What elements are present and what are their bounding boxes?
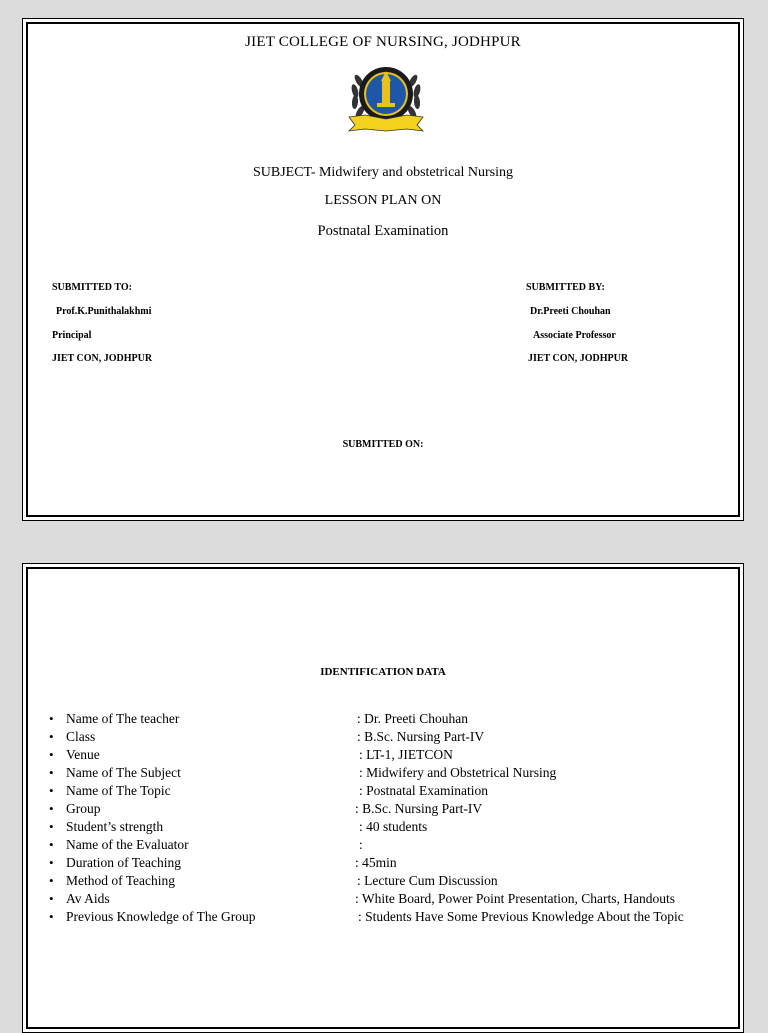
row-value: : B.Sc. Nursing Part-IV	[355, 801, 483, 816]
row-label: • Name of The teacher	[66, 711, 180, 726]
list-item	[49, 764, 739, 782]
identification-title: IDENTIFICATION DATA	[320, 666, 446, 678]
row-label: • Name of The Subject	[66, 765, 181, 780]
college-logo	[341, 59, 431, 133]
row-value: : Postnatal Examination	[359, 783, 488, 798]
subject-line: SUBJECT- Midwifery and obstetrical Nursing	[252, 165, 513, 180]
row-value: : 45min	[355, 855, 397, 870]
row-value: : LT-1, JIETCON	[359, 747, 453, 762]
row-value: :	[359, 837, 363, 852]
row-label: • Av Aids	[66, 891, 110, 906]
list-item	[49, 908, 739, 926]
list-item	[49, 782, 739, 800]
lesson-plan-heading: LESSON PLAN ON	[324, 193, 442, 208]
list-item	[49, 818, 739, 836]
row-label: • Name of The Topic	[66, 783, 171, 798]
submitted-to-designation: Principal	[52, 330, 92, 341]
row-label: • Group	[66, 801, 101, 816]
college-name: JIET COLLEGE OF NURSING, JODHPUR	[245, 34, 521, 50]
submitted-to-name: Prof.K.Punithalakhmi	[56, 306, 152, 317]
row-label: • Name of the Evaluator	[66, 837, 189, 852]
row-value: : B.Sc. Nursing Part-IV	[357, 729, 485, 744]
list-item	[49, 710, 739, 728]
list-item	[49, 854, 739, 872]
identification-page	[22, 563, 744, 1033]
submitted-on-label: SUBMITTED ON:	[342, 439, 424, 450]
submitted-by-designation: Associate Professor	[533, 330, 616, 341]
row-value: : 40 students	[359, 819, 428, 834]
cover-page	[22, 18, 744, 521]
submitted-to-institution: JIET CON, JODHPUR	[52, 353, 153, 364]
row-value: : Dr. Preeti Chouhan	[357, 711, 468, 726]
list-item	[49, 728, 739, 746]
list-item	[49, 872, 739, 890]
submitted-to-heading: SUBMITTED TO:	[52, 282, 132, 293]
list-item	[49, 836, 739, 854]
identification-list	[49, 710, 739, 926]
row-label: • Student’s strength	[66, 819, 164, 834]
row-label: • Venue	[66, 747, 100, 762]
submitted-by-heading: SUBMITTED BY:	[526, 282, 605, 293]
row-value: : Midwifery and Obstetrical Nursing	[359, 765, 557, 780]
row-value: : Students Have Some Previous Knowledge About the Topic	[358, 909, 684, 924]
submitted-by-institution: JIET CON, JODHPUR	[528, 353, 629, 364]
lesson-topic: Postnatal Examination	[317, 223, 449, 239]
list-item	[49, 746, 739, 764]
row-label: • Class	[66, 729, 96, 744]
list-item	[49, 890, 739, 908]
list-item	[49, 800, 739, 818]
row-value: : White Board, Power Point Presentation, Charts, Handouts	[355, 891, 675, 906]
row-label: • Previous Knowledge of The Group	[66, 909, 256, 924]
row-value: : Lecture Cum Discussion	[357, 873, 498, 888]
row-label: • Method of Teaching	[66, 873, 176, 888]
submitted-by-name: Dr.Preeti Chouhan	[530, 306, 611, 317]
row-label: • Duration of Teaching	[66, 855, 182, 870]
